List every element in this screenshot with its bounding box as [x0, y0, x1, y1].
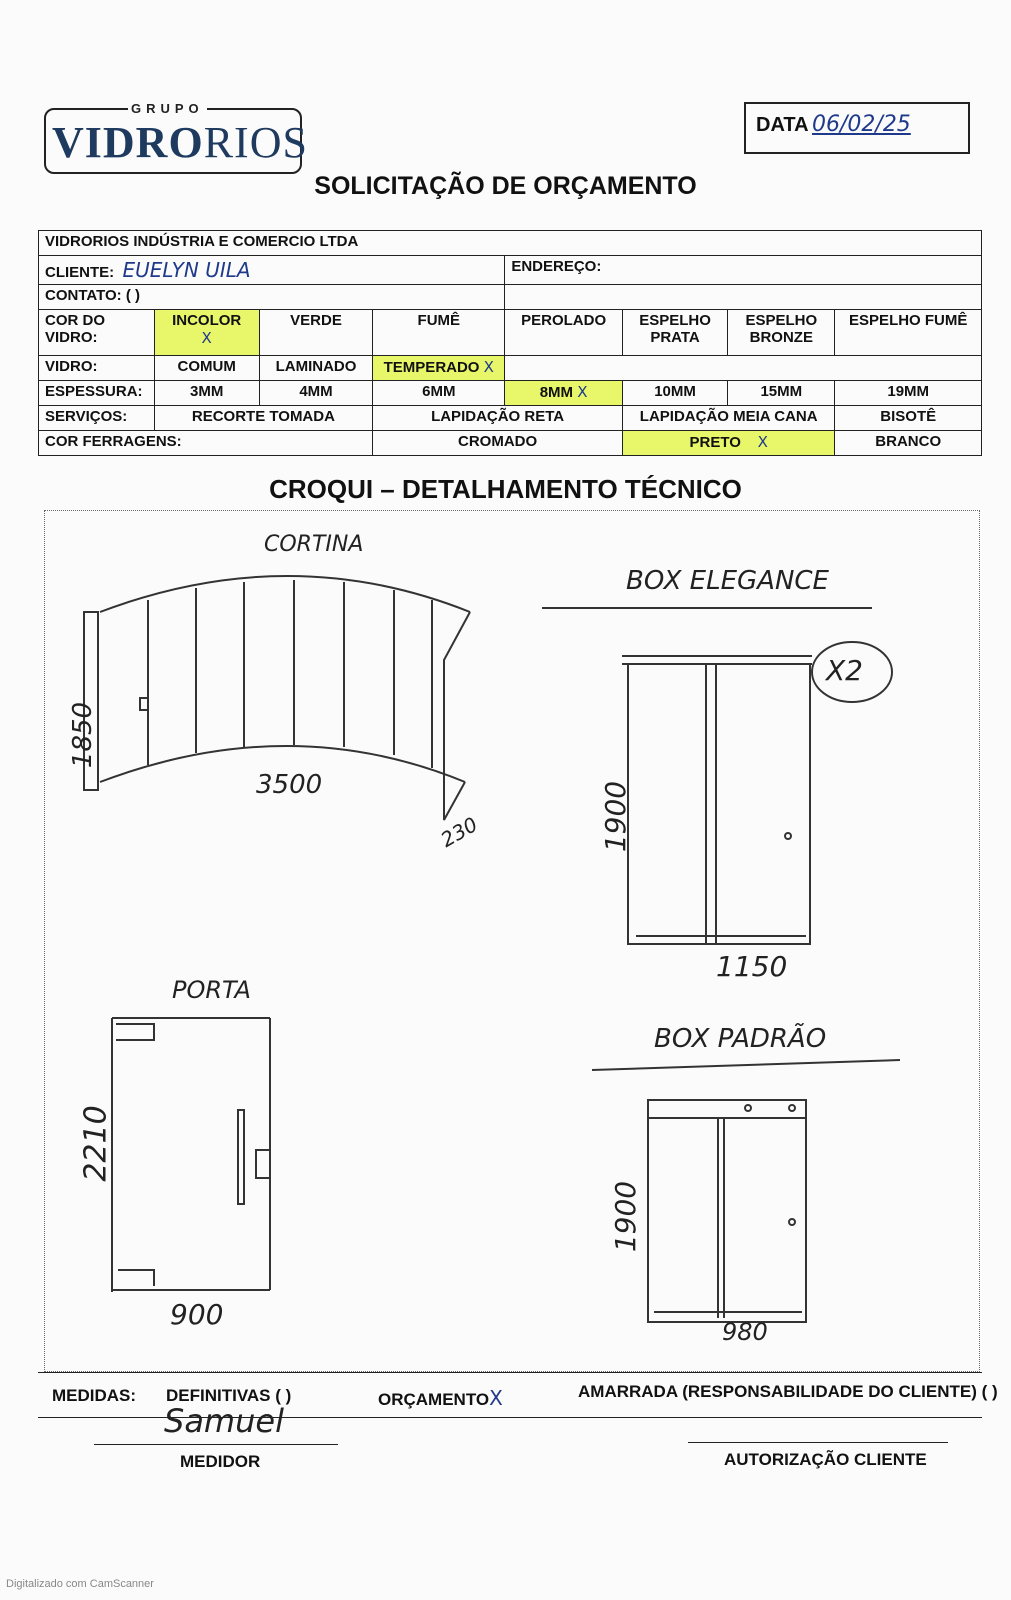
espessura-option-10mm[interactable]: 10MM — [622, 381, 727, 406]
espessura-option-6mm[interactable]: 6MM — [373, 381, 505, 406]
cor-option-fume[interactable]: FUMÊ — [373, 310, 505, 356]
medidas-label: MEDIDAS: — [52, 1386, 137, 1405]
cor-option-espelho-prata[interactable]: ESPELHO PRATA — [622, 310, 727, 356]
cortina-handle — [140, 698, 148, 710]
orcamento-option[interactable]: ORÇAMENTOX — [378, 1386, 503, 1410]
cortina-depth: 230 — [436, 812, 482, 852]
servicos-option-meia-cana[interactable]: LAPIDAÇÃO MEIA CANA — [622, 406, 835, 431]
box-padrao-wheel — [745, 1105, 751, 1111]
box-padrao-width: 980 — [722, 1318, 768, 1346]
cortina-title: CORTINA — [264, 532, 364, 557]
cor-option-espelho-fume[interactable]: ESPELHO FUMÊ — [835, 310, 982, 356]
espessura-label: ESPESSURA: — [39, 381, 155, 406]
vidro-option-comum[interactable]: COMUM — [154, 356, 259, 381]
espessura-option-15mm[interactable]: 15MM — [728, 381, 835, 406]
vidro-option-temperado[interactable]: TEMPERADO X — [373, 356, 505, 381]
box-elegance-height: 1900 — [599, 780, 633, 853]
box-elegance-title: BOX ELEGANCE — [626, 566, 829, 596]
logo-brand-light: RIOS — [203, 118, 308, 167]
espessura-option-4mm[interactable]: 4MM — [259, 381, 372, 406]
company-name: VIDRORIOS INDÚSTRIA E COMERCIO LTDA — [39, 231, 982, 256]
vidro-option-laminado[interactable]: LAMINADO — [259, 356, 372, 381]
cortina-height: 1850 — [68, 701, 99, 769]
cor-label: COR DO VIDRO: — [39, 310, 155, 356]
medidor-label: MEDIDOR — [180, 1452, 261, 1471]
porta-width: 900 — [170, 1298, 224, 1331]
cortina-top-curve — [100, 576, 470, 612]
porta-height: 2210 — [78, 1105, 114, 1182]
contato-field[interactable]: CONTATO: ( ) — [39, 285, 505, 310]
porta-hinge-bottom — [118, 1270, 154, 1286]
ferragens-label: COR FERRAGENS: — [39, 431, 373, 456]
medidor-sign-line — [94, 1444, 338, 1445]
cortina-width: 3500 — [256, 770, 323, 800]
box-padrao-underline — [592, 1060, 900, 1070]
porta-lock — [256, 1150, 270, 1178]
ferragens-option-preto[interactable]: PRETO X — [622, 431, 835, 456]
box-elegance-knob — [785, 833, 791, 839]
date-value: 06/02/25 — [812, 112, 911, 137]
cor-option-perolado[interactable]: PEROLADO — [505, 310, 623, 356]
page-title: SOLICITAÇÃO DE ORÇAMENTO — [314, 172, 697, 200]
box-padrao-wheel — [789, 1105, 795, 1111]
box-padrao-height: 1900 — [609, 1180, 643, 1253]
espessura-option-19mm[interactable]: 19MM — [835, 381, 982, 406]
cliente-label: CLIENTE: — [45, 264, 115, 281]
logo-grupo-text: GRUPO — [128, 101, 207, 116]
servicos-label: SERVIÇOS: — [39, 406, 155, 431]
cliente-value: EUELYN UILA — [122, 258, 251, 282]
cortina-return-panel — [444, 612, 470, 820]
ferragens-check-mark: X — [757, 433, 768, 451]
date-label: DATA — [756, 114, 809, 136]
ferragens-option-cromado[interactable]: CROMADO — [373, 431, 623, 456]
endereco-label: ENDEREÇO: — [511, 258, 602, 275]
amarrada-option[interactable]: AMARRADA (RESPONSABILIDADE DO CLIENTE) ( ) — [578, 1382, 998, 1401]
espessura-option-8mm[interactable]: 8MM X — [505, 381, 623, 406]
espessura-option-3mm[interactable]: 3MM — [154, 381, 259, 406]
definitivas-option[interactable]: DEFINITIVAS ( ) — [166, 1386, 292, 1405]
cor-option-verde[interactable]: VERDE — [259, 310, 372, 356]
box-elegance-qty: X2 — [826, 654, 863, 687]
box-padrao-knob — [789, 1219, 795, 1225]
autorizacao-label: AUTORIZAÇÃO CLIENTE — [724, 1450, 927, 1469]
box-elegance-width: 1150 — [716, 950, 788, 983]
cor-option-espelho-bronze[interactable]: ESPELHO BRONZE — [728, 310, 835, 356]
orcamento-check-mark: X — [489, 1386, 503, 1410]
ferragens-option-branco[interactable]: BRANCO — [835, 431, 982, 456]
espessura-check-mark: X — [577, 383, 588, 401]
box-padrao-frame — [648, 1100, 806, 1322]
box-elegance-frame — [628, 664, 810, 944]
servicos-option-bisote[interactable]: BISOTÊ — [835, 406, 982, 431]
vidro-check-mark: X — [483, 358, 494, 376]
servicos-option-lapidacao-reta[interactable]: LAPIDAÇÃO RETA — [373, 406, 623, 431]
servicos-option-recorte[interactable]: RECORTE TOMADA — [154, 406, 373, 431]
box-padrao-title: BOX PADRÃO — [654, 1024, 827, 1054]
scanner-footer: Digitalizado com CamScanner — [6, 1578, 154, 1590]
medidor-signature: Samuel — [164, 1402, 284, 1440]
porta-handle — [238, 1110, 244, 1204]
vidro-label: VIDRO: — [39, 356, 155, 381]
porta-hinge-top — [116, 1024, 154, 1040]
cor-option-incolor[interactable]: INCOLOR X — [154, 310, 259, 356]
logo-brand-bold: VIDRO — [52, 118, 204, 167]
croqui-title: CROQUI – DETALHAMENTO TÉCNICO — [269, 474, 742, 504]
porta-title: PORTA — [172, 976, 251, 1004]
autorizacao-sign-line — [688, 1442, 948, 1443]
cor-check-mark: X — [201, 329, 212, 347]
